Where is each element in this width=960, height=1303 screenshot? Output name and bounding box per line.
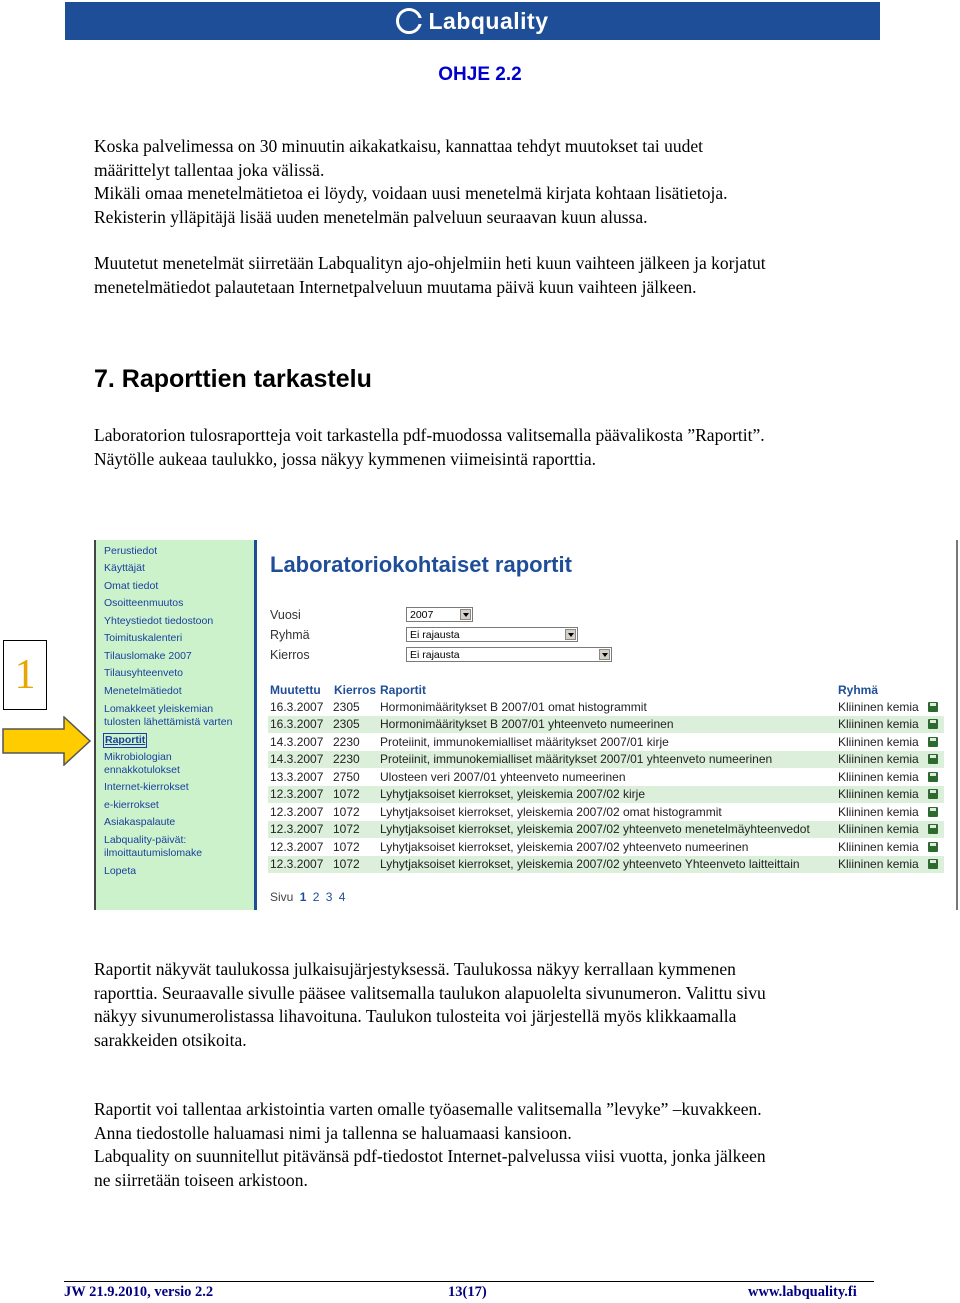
group-select-value: Ei rajausta: [410, 629, 460, 641]
nav-item-mikrobiologian-line2[interactable]: ennakkotulokset: [104, 764, 180, 776]
callout-number: 1: [3, 640, 47, 710]
save-disk-icon[interactable]: [928, 824, 938, 834]
row-round: 1072: [333, 805, 360, 819]
save-disk-icon[interactable]: [928, 702, 938, 712]
row-group: Kliininen kemia: [838, 735, 919, 749]
intro-paragraph-2: [94, 252, 924, 299]
after-paragraph-1: [94, 958, 924, 1052]
year-select[interactable]: [406, 607, 473, 622]
row-group: Kliininen kemia: [838, 752, 919, 766]
round-label: Kierros: [270, 648, 310, 662]
row-date: 14.3.2007: [270, 735, 324, 749]
nav-item-kayttajat[interactable]: Käyttäjät: [104, 562, 145, 574]
text-line: sarakkeiden otsikoita.: [94, 1029, 247, 1050]
nav-item-menetelmatiedot[interactable]: Menetelmätiedot: [104, 685, 182, 697]
text-line: Labquality on suunnitellut pitävänsä pdf-tiedostot Internet-palvelussa viisi vuotta, jonka jälkeen: [94, 1146, 766, 1166]
nav-item-tilauslomake[interactable]: Tilauslomake 2007: [104, 650, 192, 662]
header-bar: [65, 2, 880, 40]
nav-item-yhteystiedot[interactable]: Yhteystiedot tiedostoon: [104, 615, 214, 627]
section-paragraph: [94, 424, 924, 471]
row-round: 2230: [333, 752, 360, 766]
nav-item-labquality-paivat-line2[interactable]: ilmoittautumislomake: [104, 847, 203, 859]
row-date: 12.3.2007: [270, 787, 324, 801]
row-report-link[interactable]: Lyhytjaksoiset kierrokset, yleiskemia 2007/02 kirje: [380, 787, 646, 801]
row-round: 2305: [333, 717, 360, 731]
row-report-link[interactable]: Lyhytjaksoiset kierrokset, yleiskemia 2007/02 omat histogrammit: [380, 805, 722, 819]
column-header-round[interactable]: Kierros: [334, 683, 377, 697]
text-line: Laboratorion tulosraportteja voit tarkastella pdf-muodossa valitsemalla päävalikosta ”Raportit”.: [94, 425, 765, 445]
nav-item-internet-kierrokset[interactable]: Internet-kierrokset: [104, 781, 189, 793]
table-row: [268, 716, 944, 733]
nav-panel: [96, 540, 254, 910]
save-disk-icon[interactable]: [928, 789, 938, 799]
page-link-4[interactable]: 4: [338, 890, 346, 904]
table-row: [268, 839, 944, 856]
nav-item-lomakkeet[interactable]: Lomakkeet yleiskemian: [104, 703, 214, 715]
after-paragraph-2: [94, 1098, 924, 1192]
footer-divider: [64, 1281, 874, 1282]
save-disk-icon[interactable]: [928, 754, 938, 764]
labquality-logo-icon: [396, 8, 422, 34]
document-title: OHJE 2.2: [438, 64, 522, 85]
row-round: 2750: [333, 770, 360, 784]
page-link-2[interactable]: 2: [312, 890, 320, 904]
text-line: Anna tiedostolle haluamasi nimi ja tallenna se haluamaasi kansioon.: [94, 1122, 572, 1143]
row-report-link[interactable]: Ulosteen veri 2007/01 yhteenveto numeerinen: [380, 770, 626, 784]
table-row: [268, 699, 944, 716]
row-date: 13.3.2007: [270, 770, 324, 784]
text-line: näkyy sivunumerolistassa lihavoituna. Taulukon tulosteita voi järjestellä myös klikkaamalla: [94, 1006, 737, 1026]
footer-page-number: 13(17): [448, 1284, 487, 1300]
nav-item-toimituskalenteri[interactable]: Toimituskalenteri: [104, 632, 183, 644]
row-round: 2305: [333, 700, 360, 714]
text-line: Koska palvelimessa on 30 minuutin aikakatkaisu, kannattaa tehdyt muutokset tai uudet: [94, 136, 703, 156]
group-label: Ryhmä: [270, 628, 310, 642]
nav-item-perustiedot[interactable]: Perustiedot: [104, 545, 158, 557]
save-disk-icon[interactable]: [928, 807, 938, 817]
chevron-down-icon[interactable]: [599, 649, 610, 660]
text-line: raporttia. Seuraavalle sivulle pääsee valitsemalla taulukon alapuolelta sivunumeron. Valittu sivu: [94, 982, 766, 1003]
table-row: [268, 856, 944, 873]
text-line: menetelmätiedot palautetaan Internetpalveluun muutama päivä kuun vaihteen jälkeen.: [94, 276, 697, 297]
row-date: 16.3.2007: [270, 717, 324, 731]
row-date: 14.3.2007: [270, 752, 324, 766]
chevron-down-icon[interactable]: [565, 629, 576, 640]
row-round: 2230: [333, 735, 360, 749]
row-group: Kliininen kemia: [838, 717, 919, 731]
year-select-value: 2007: [410, 609, 434, 621]
text-line: Raportit voi tallentaa arkistointia varten omalle työasemalle valitsemalla ”levyke” –kuvakkeen.: [94, 1099, 762, 1119]
row-group: Kliininen kemia: [838, 840, 919, 854]
column-header-group[interactable]: Ryhmä: [838, 683, 879, 697]
row-date: 12.3.2007: [270, 857, 324, 871]
row-group: Kliininen kemia: [838, 857, 919, 871]
text-line: Näytölle aukeaa taulukko, jossa näkyy kymmenen viimeisintä raporttia.: [94, 448, 597, 469]
nav-item-raportit[interactable]: Raportit: [105, 734, 146, 746]
nav-item-asiakaspalaute[interactable]: Asiakaspalaute: [104, 816, 176, 828]
text-line: Raportit näkyvät taulukossa julkaisujärjestyksessä. Taulukossa näkyy kerrallaan kymmenen: [94, 959, 736, 979]
nav-item-lopeta[interactable]: Lopeta: [104, 865, 137, 877]
row-round: 1072: [333, 822, 360, 836]
screenshot-border: [94, 540, 96, 910]
row-group: Kliininen kemia: [838, 700, 919, 714]
row-report-link[interactable]: Lyhytjaksoiset kierrokset, yleiskemia 2007/02 yhteenveto menetelmäyhteenvedot: [380, 822, 810, 836]
nav-item-osoitteenmuutos[interactable]: Osoitteenmuutos: [104, 597, 184, 609]
page-link-3[interactable]: 3: [325, 890, 333, 904]
table-row: [268, 734, 944, 751]
reports-screenshot: [94, 540, 958, 910]
row-report-link[interactable]: Lyhytjaksoiset kierrokset, yleiskemia 2007/02 yhteenveto numeerinen: [380, 840, 749, 854]
nav-item-mikrobiologian[interactable]: Mikrobiologian: [104, 751, 172, 763]
row-report-link[interactable]: Lyhytjaksoiset kierrokset, yleiskemia 2007/02 yhteenveto Yhteenveto laitteittain: [380, 857, 800, 871]
footer-version: JW 21.9.2010, versio 2.2: [64, 1284, 214, 1300]
reports-title: Laboratoriokohtaiset raportit: [270, 552, 572, 577]
row-group: Kliininen kemia: [838, 770, 919, 784]
nav-separator: [254, 540, 257, 910]
section-heading: 7. Raporttien tarkastelu: [94, 365, 372, 393]
page-link-1[interactable]: 1: [299, 890, 307, 904]
pager-label: Sivu: [270, 890, 294, 904]
round-select[interactable]: [406, 647, 612, 662]
year-label: Vuosi: [270, 608, 301, 622]
pager: [270, 890, 345, 904]
labquality-logo: [396, 8, 548, 35]
row-report-link[interactable]: Hormonimääritykset B 2007/01 yhteenveto numeerinen: [380, 717, 674, 731]
nav-item-omat-tiedot[interactable]: Omat tiedot: [104, 580, 159, 592]
table-row: [268, 821, 944, 838]
row-round: 1072: [333, 857, 360, 871]
save-disk-icon[interactable]: [928, 772, 938, 782]
text-line: ne siirretään toiseen arkistoon.: [94, 1169, 308, 1190]
row-round: 1072: [333, 787, 360, 801]
text-line: Mikäli omaa menetelmätietoa ei löydy, voidaan uusi menetelmä kirjata kohtaan lisätietoja.: [94, 183, 728, 203]
row-date: 16.3.2007: [270, 700, 324, 714]
row-report-link[interactable]: Hormonimääritykset B 2007/01 omat histogrammit: [380, 700, 647, 714]
row-group: Kliininen kemia: [838, 822, 919, 836]
footer-website-link[interactable]: www.labquality.fi: [748, 1284, 857, 1300]
row-group: Kliininen kemia: [838, 787, 919, 801]
row-date: 12.3.2007: [270, 840, 324, 854]
table-row: [268, 769, 944, 786]
row-report-link[interactable]: Proteiinit, immunokemialliset määritykset 2007/01 yhteenveto numeerinen: [380, 752, 773, 766]
row-round: 1072: [333, 840, 360, 854]
row-group: Kliininen kemia: [838, 805, 919, 819]
row-date: 12.3.2007: [270, 805, 324, 819]
table-row: [268, 751, 944, 768]
save-disk-icon[interactable]: [928, 859, 938, 869]
column-header-reports[interactable]: Raportit: [380, 683, 426, 697]
round-select-value: Ei rajausta: [410, 649, 460, 661]
text-line: määrittelyt tallentaa joka välissä.: [94, 159, 325, 180]
brand-name: Labquality: [428, 7, 549, 34]
chevron-down-icon[interactable]: [460, 609, 471, 620]
row-date: 12.3.2007: [270, 822, 324, 836]
save-disk-icon[interactable]: [928, 842, 938, 852]
row-report-link[interactable]: Proteiinit, immunokemialliset määritykset 2007/01 kirje: [380, 735, 669, 749]
text-line: Muutetut menetelmät siirretään Labqualityn ajo-ohjelmiin heti kuun vaihteen jälkeen ja korjatut: [94, 253, 766, 273]
intro-paragraph-1: [94, 135, 924, 229]
screenshot-border: [956, 540, 958, 910]
text-line: Rekisterin ylläpitäjä lisää uuden menetelmän palveluun seuraavan kuun alussa.: [94, 206, 648, 227]
column-header-changed[interactable]: Muutettu: [270, 683, 321, 697]
nav-item-e-kierrokset[interactable]: e-kierrokset: [104, 799, 159, 811]
nav-item-labquality-paivat[interactable]: Labquality-päivät:: [104, 834, 187, 846]
save-disk-icon[interactable]: [928, 719, 938, 729]
nav-item-tilausyhteenveto[interactable]: Tilausyhteenveto: [104, 667, 183, 679]
arrow-right-icon: [2, 716, 92, 766]
nav-item-lomakkeet-line2[interactable]: tulosten lähettämistä varten: [104, 716, 233, 728]
table-row: [268, 786, 944, 803]
table-row: [268, 804, 944, 821]
save-disk-icon[interactable]: [928, 737, 938, 747]
group-select[interactable]: [406, 627, 578, 642]
